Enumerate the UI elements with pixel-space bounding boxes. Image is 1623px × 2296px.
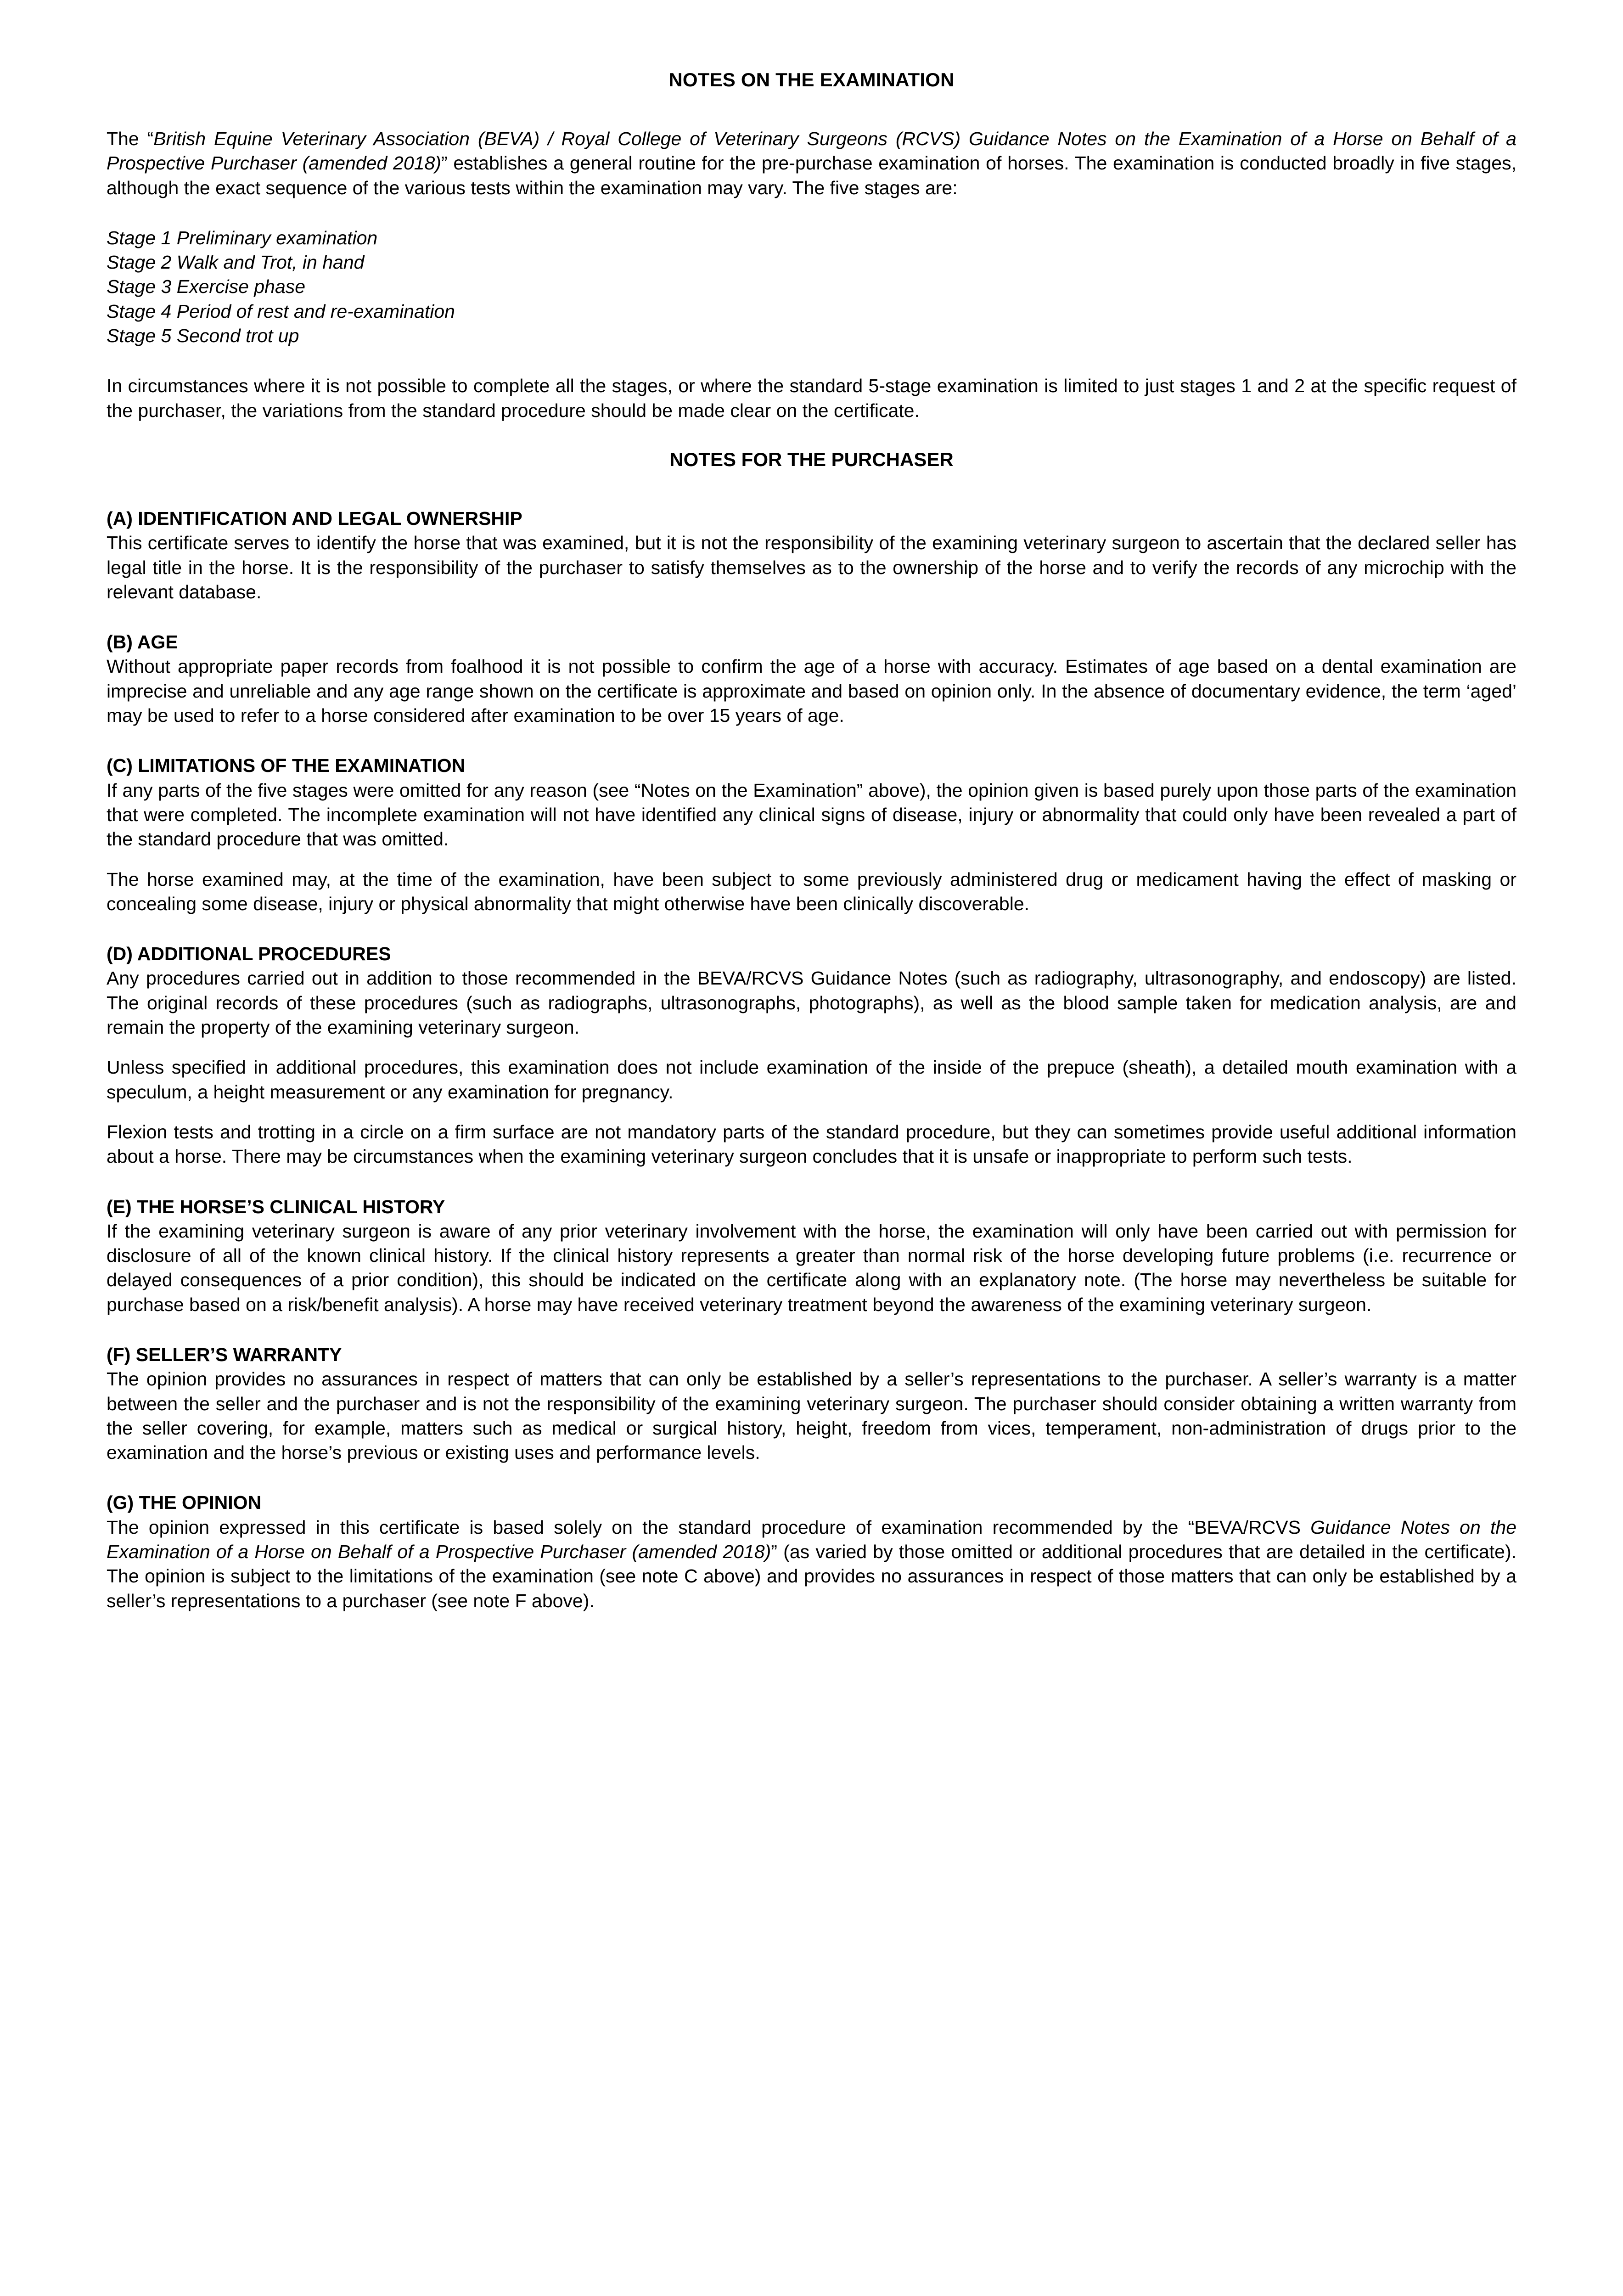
limitation-note-paragraph: In circumstances where it is not possible to complete all the stages, or where the standard 5-stage examination is limited to just stages 1 and 2 at the specific request of the purchaser, the variations from the standard procedure should be made clear on the certificate. <box>107 375 1516 421</box>
opinion-part-1: The opinion expressed in this certificate is based solely on the standard procedure of examination recommended by the “BEVA/RCVS <box>107 1516 1311 1538</box>
section-b-paragraph-1: Without appropriate paper records from foalhood it is not possible to confirm the age of a horse with accuracy. Estimates of age based on a dental examination are imprecise and unreliable and any age range shown on the certificate is approximate and based on opinion only. In the absence of documentary evidence, the term ‘aged’ may be used to refer to a horse considered after examination to be over 15 years of age. <box>107 656 1516 726</box>
page-title: NOTES ON THE EXAMINATION <box>668 69 955 90</box>
intro-rest: ” establishes a general routine for the pre-purchase examination of horses. The examination is conducted broadly in five stages, although the exact sequence of the various tests within the examination may vary. The five stages are: <box>107 152 1516 198</box>
section-e-paragraph-1: If the examining veterinary surgeon is aware of any prior veterinary involvement with the horse, the examination will only have been carried out with permission for disclosure of all of the known clinical history. If the clinical history represents a greater than normal risk of the horse developing future problems (i.e. recurrence or delayed consequences of a prior condition), this should be indicated on the certificate along with an explanatory note. (The horse may nevertheless be suitable for purchase based on a risk/benefit analysis). A horse may have received veterinary treatment beyond the awareness of the examining veterinary surgeon. <box>107 1220 1516 1315</box>
section-d-paragraph-1: Any procedures carried out in addition to those recommended in the BEVA/RCVS Guidance Notes (such as radiography, ultrasonography, and endoscopy) are listed. The original records of these procedures (such as radiographs, ultrasonographs, photographs), as well as the blood sample taken for medication analysis, are and remain the property of the examining veterinary surgeon. <box>107 968 1516 1038</box>
section-heading-g: (G) THE OPINION <box>107 1492 262 1514</box>
section-heading-a: (A) IDENTIFICATION AND LEGAL OWNERSHIP <box>107 507 522 529</box>
section-heading-d: (D) ADDITIONAL PROCEDURES <box>107 943 391 965</box>
list-item: Stage 2 Walk and Trot, in hand <box>107 252 365 273</box>
opinion-part-2: ” (as varied by those omitted or additional procedures that are detailed in the certificate). The opinion is subject to the limitations of the examination (see note C above) and provides no assurances in respect of those matters that can only be established by a seller’s representations to a purchaser (see note F above). <box>107 1541 1516 1611</box>
section-heading-e: (E) THE HORSE’S CLINICAL HISTORY <box>107 1196 445 1217</box>
notes-for-purchaser-heading: NOTES FOR THE PURCHASER <box>669 448 954 470</box>
intro-paragraph <box>107 127 1516 200</box>
section-heading-c: (C) LIMITATIONS OF THE EXAMINATION <box>107 755 466 777</box>
list-item: Stage 5 Second trot up <box>107 325 299 347</box>
intro-quote-open: The “ <box>107 128 154 149</box>
section-c-paragraph-1: If any parts of the five stages were omitted for any reason (see “Notes on the Examination” above), the opinion given is based purely upon those parts of the examination that were completed. The incomplete examination will not have identified any clinical signs of disease, injury or abnormality that could only have been revealed a part of the standard procedure that was omitted. <box>107 779 1516 850</box>
section-d-paragraph-2: Unless specified in additional procedures, this examination does not include examination of the inside of the prepuce (sheath), a detailed mouth examination with a speculum, a height measurement or any examination for pregnancy. <box>107 1057 1516 1103</box>
section-f-paragraph-1: The opinion provides no assurances in respect of matters that can only be established by a seller’s representations to the purchaser. A seller’s warranty is a matter between the seller and the purchaser and is not the responsibility of the examining veterinary surgeon. The purchaser should consider obtaining a written warranty from the seller covering, for example, matters such as medical or surgical history, height, freedom from vices, temperament, non-administration of drugs prior to the examination and the horse’s previous or existing uses and performance levels. <box>107 1368 1516 1463</box>
list-item: Stage 1 Preliminary examination <box>107 227 378 248</box>
section-a-paragraph-1: This certificate serves to identify the horse that was examined, but it is not the responsibility of the examining veterinary surgeon to ascertain that the declared seller has legal title in the horse. It is the responsibility of the purchaser to satisfy themselves as to the ownership of the horse and to verify the records of any microchip with the relevant database. <box>107 532 1516 602</box>
section-heading-b: (B) AGE <box>107 631 178 653</box>
section-heading-f: (F) SELLER’S WARRANTY <box>107 1344 342 1365</box>
section-d-paragraph-3: Flexion tests and trotting in a circle on a firm surface are not mandatory parts of the standard procedure, but they can sometimes provide useful additional information about a horse. There may be circumstances when the examining veterinary surgeon concludes that it is unsafe or inappropriate to perform such tests. <box>107 1121 1516 1167</box>
section-c-paragraph-2: The horse examined may, at the time of the examination, have been subject to some previously administered drug or medicament having the effect of masking or concealing some disease, injury or physical abnormality that might otherwise have been clinically discoverable. <box>107 868 1516 914</box>
opinion-guidance-title: Guidance Notes on the Examination of a Horse on Behalf of a Prospective Purchaser (amended 2018) <box>107 1516 1516 1563</box>
stage-list <box>107 226 1516 348</box>
section-g-paragraph-1 <box>107 1515 1516 1613</box>
list-item: Stage 4 Period of rest and re-examination <box>107 300 455 322</box>
list-item: Stage 3 Exercise phase <box>107 276 306 298</box>
guidance-notes-title: British Equine Veterinary Association (BEVA) / Royal College of Veterinary Surgeons (RCVS) Guidance Notes on the Examination of a Horse on Behalf of a Prospective Purchaser (amended 2018) <box>107 128 1516 174</box>
